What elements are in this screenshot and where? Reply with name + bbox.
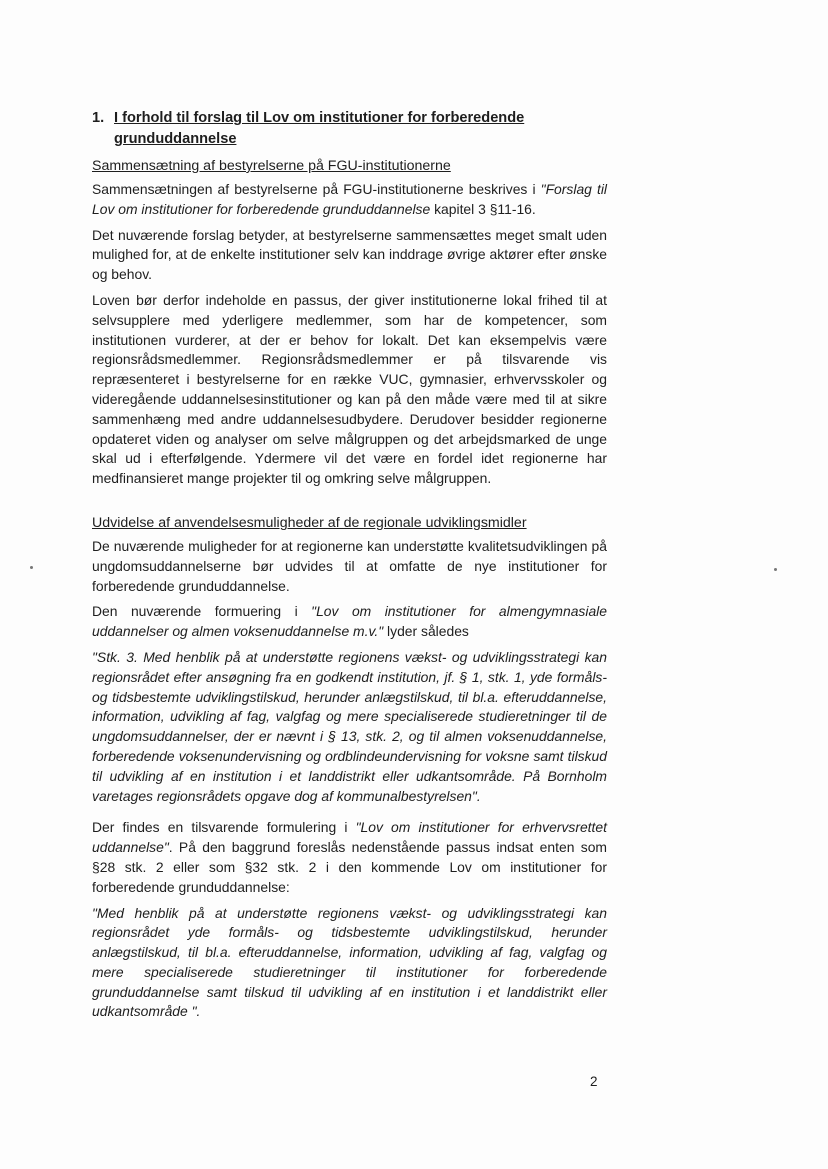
section-heading bbox=[92, 108, 607, 150]
text-run: Der findes en tilsvarende formulering i bbox=[92, 819, 356, 836]
text-run: lyder således bbox=[383, 623, 469, 640]
section-title: I forhold til forslag til Lov om institutioner for forberedende grunduddannelse bbox=[114, 110, 525, 147]
paragraph: Det nuværende forslag betyder, at bestyrelserne sammensættes meget smalt uden mulighed for, at de enkelte institutioner selv kan inddrage øvrige aktører efter ønske og behov. bbox=[92, 226, 607, 283]
paragraph bbox=[92, 818, 607, 897]
italic-citation: "Lov om institutioner for almengymnasiale uddannelser og almen voksenuddannelse m.v." bbox=[92, 603, 607, 640]
paragraph: De nuværende muligheder for at regionerne kan understøtte kvalitetsudviklingen på ungdomsuddannelserne bør udvides til at omfatte de nye institutioner for forberedende grunduddannelse. bbox=[92, 537, 607, 594]
scan-speck bbox=[30, 566, 33, 569]
spacer bbox=[92, 495, 607, 513]
page-number: 2 bbox=[590, 1074, 598, 1089]
section-number: 1. bbox=[92, 110, 105, 126]
scan-speck bbox=[774, 568, 777, 571]
proposed-law-text: "Med henblik på at understøtte regionens vækst- og udviklingsstrategi kan regionsrådet yde formåls- og tidsbestemte udviklingstilskud, herunder anlægstilskud, til bl.a. efteruddannelse, information, udvikling af fag, valgfag og mere specialiserede studieretninger til institutioner for forberedende grunduddannelse samt tilskud til udvikling af en institution i et landdistrikt eller udkantsområde ". bbox=[92, 904, 607, 1020]
paragraph bbox=[92, 602, 607, 642]
page-content bbox=[92, 108, 607, 1028]
italic-citation: "Forslag til Lov om institutioner for forberedende grunduddannelse bbox=[92, 181, 608, 217]
text-run: . På den baggrund foreslås nedenstående passus indsat enten som §28 stk. 2 eller som §32 stk. 2 i den kommende Lov om institutioner for forberedende grunduddannelse: bbox=[92, 839, 607, 895]
subheading-development-funds: Udvidelse af anvendelsesmuligheder af de regionale udviklingsmidler bbox=[92, 514, 527, 531]
text-run: Den nuværende formuering i bbox=[92, 603, 312, 620]
paragraph: Loven bør derfor indeholde en passus, der giver institutionerne lokal frihed til at selvsupplere med yderligere medlemmer, som har de kompetencer, som institutionen vurderer, at der er behov for lokalt. Det kan eksempelvis være regionsrådsmedlemmer. Regionsrådsmedlemmer er på tilsvarende vis repræsenteret i bestyrelserne for en række VUC, gymnasier, erhvervsskoler og videregående uddannelsesinstitutioner og kan på den måde være med til at sikre sammenhæng med andre uddannelsesudbydere. Derudover besidder regionerne opdateret viden og analyser om selve målgruppen og det arbejdsmarked de unge skal ud i efterfølgende. Ydermere vil det være en fordel idet regionerne har medfinansieret mange projekter til og omkring selve målgruppen. bbox=[92, 291, 607, 487]
text-run: kapitel 3 §11-16. bbox=[430, 200, 536, 217]
paragraph bbox=[92, 180, 607, 220]
quoted-law-text: "Stk. 3. Med henblik på at understøtte regionens vækst- og udviklingsstrategi kan regionsrådet efter ansøgning fra en godkendt institution, jf. § 1, stk. 1, yde formåls- og tidsbestemte udviklingstilskud, herunder anlægstilskud, til bl.a. efteruddannelse, information, udvikling af fag, valgfag og mere specialiserede studieretninger til de ungdomsuddannelser, der er nævnt i § 13, stk. 2, og til almen voksenuddannelse, forberedende voksenundervisning og ordblindeundervisning for voksne samt tilskud til udvikling af en institution i et landdistrikt eller udkantsområde. På Bornholm varetages regionsrådets opgave dog af kommunalbestyrelsen". bbox=[92, 648, 607, 804]
subheading-board-composition: Sammensætning af bestyrelserne på FGU-institutionerne bbox=[92, 158, 451, 174]
text-run: Sammensætningen af bestyrelserne på FGU-institutionerne beskrives i bbox=[92, 181, 541, 197]
italic-citation: "Lov om institutioner for erhvervsrettet uddannelse" bbox=[92, 819, 607, 856]
